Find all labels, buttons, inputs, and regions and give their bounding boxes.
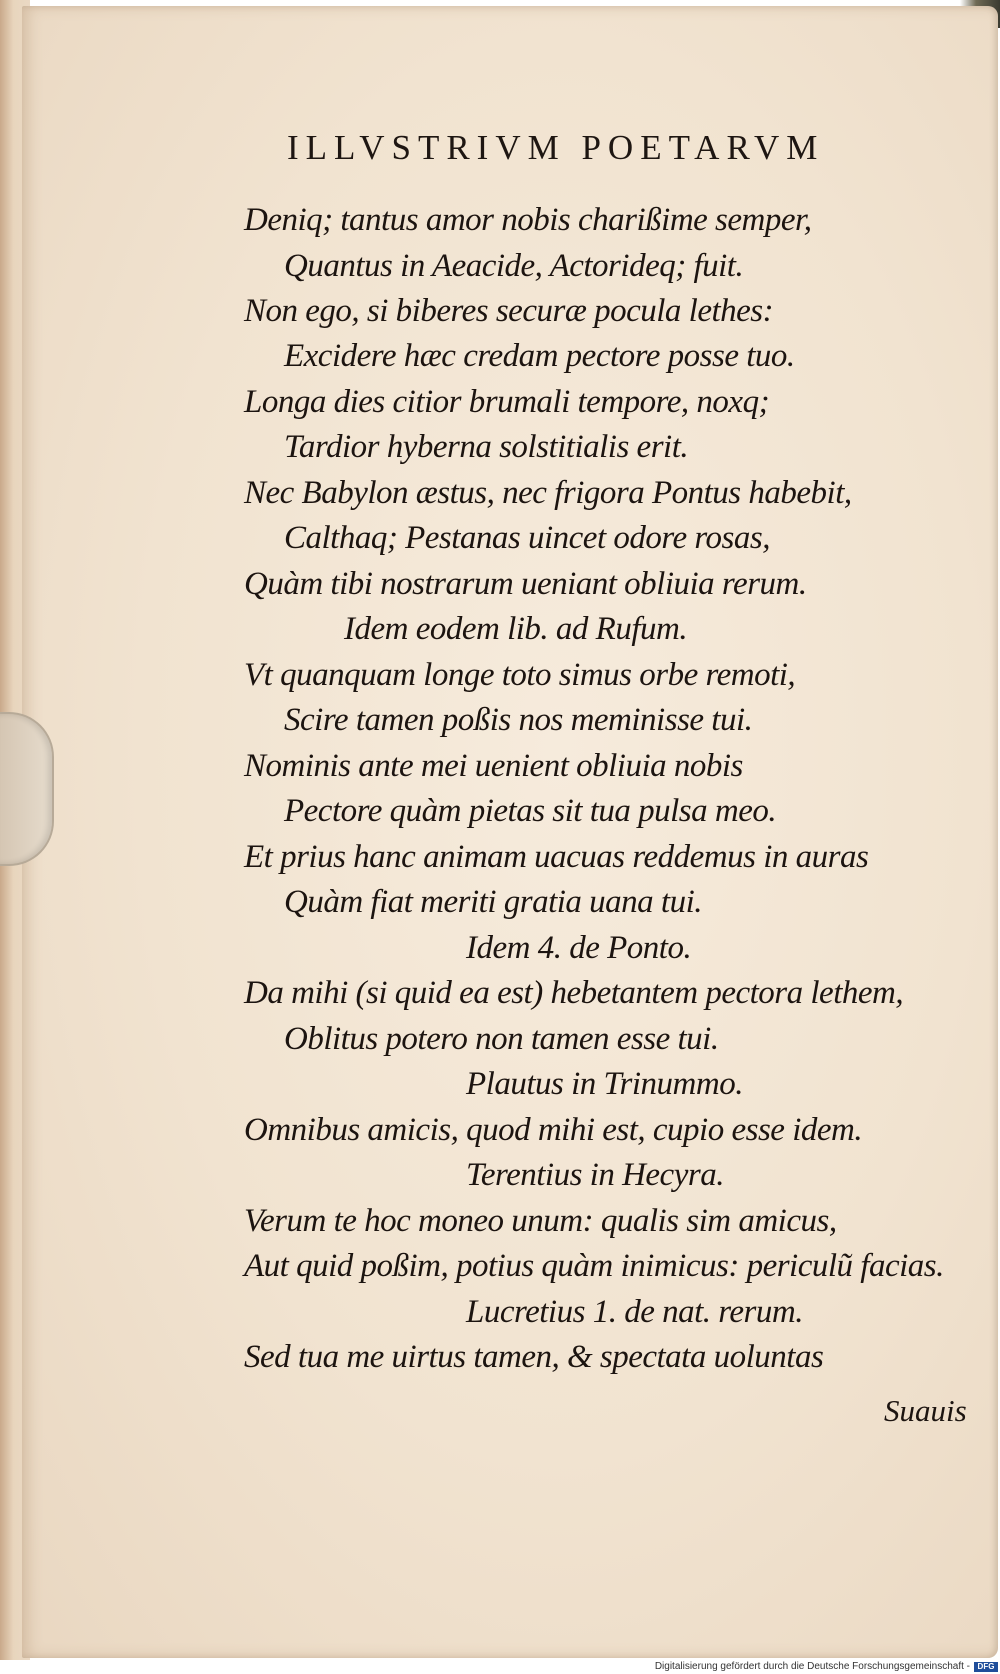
source-heading: Terentius in Hecyra. bbox=[466, 1157, 724, 1193]
running-header: ILLVSTRIVM POETARVM bbox=[287, 128, 825, 167]
funding-credit: Digitalisierung gefördert durch die Deutsche Forschungsgemeinschaft - bbox=[654, 1661, 970, 1672]
verse-line: Nominis ante mei uenient obliuia nobis bbox=[244, 748, 743, 784]
page-clip bbox=[0, 712, 54, 866]
source-heading: Lucretius 1. de nat. rerum. bbox=[466, 1294, 803, 1330]
verse-line: Vt quanquam longe toto simus orbe remoti, bbox=[244, 657, 796, 693]
page-text-block bbox=[22, 6, 998, 1658]
verse-line: Scire tamen poßis nos meminisse tui. bbox=[284, 702, 753, 738]
book-page bbox=[22, 6, 998, 1658]
verse-line: Quàm tibi nostrarum ueniant obliuia rerum. bbox=[244, 566, 807, 602]
verse-line: Sed tua me uirtus tamen, & spectata uoluntas bbox=[244, 1339, 824, 1375]
verse-line: Nec Babylon æstus, nec frigora Pontus habebit, bbox=[244, 475, 852, 511]
verse-line: Da mihi (si quid ea est) hebetantem pectora lethem, bbox=[244, 975, 904, 1011]
verse-line: Deniq; tantus amor nobis charißime semper, bbox=[244, 202, 812, 238]
source-heading: Idem eodem lib. ad Rufum. bbox=[344, 611, 688, 647]
verse-line: Oblitus potero non tamen esse tui. bbox=[284, 1021, 719, 1057]
verse-line: Aut quid poßim, potius quàm inimicus: periculũ facias. bbox=[244, 1248, 944, 1284]
verse-line: Longa dies citior brumali tempore, noxq; bbox=[244, 384, 770, 420]
verse-line: Calthaq; Pestanas uincet odore rosas, bbox=[284, 520, 770, 556]
verse-line: Quàm fiat meriti gratia uana tui. bbox=[284, 884, 703, 920]
catchword: Suauis bbox=[884, 1393, 967, 1428]
verse-line: Et prius hanc animam uacuas reddemus in auras bbox=[244, 839, 869, 875]
source-heading: Idem 4. de Ponto. bbox=[466, 930, 692, 966]
verse-line: Tardior hyberna solstitialis erit. bbox=[284, 429, 689, 465]
verse-line: Omnibus amicis, quod mihi est, cupio esse idem. bbox=[244, 1112, 863, 1148]
verse-line: Excidere hæc credam pectore posse tuo. bbox=[284, 338, 795, 374]
footer-bar bbox=[0, 1660, 1000, 1674]
source-heading: Plautus in Trinummo. bbox=[466, 1066, 743, 1102]
verse-line: Verum te hoc moneo unum: qualis sim amicus, bbox=[244, 1203, 837, 1239]
verse-line: Pectore quàm pietas sit tua pulsa meo. bbox=[284, 793, 777, 829]
verse-line: Quantus in Aeacide, Actorideq; fuit. bbox=[284, 248, 744, 284]
verse-line: Non ego, si biberes securæ pocula lethes: bbox=[244, 293, 774, 329]
dfg-logo-icon: DFG bbox=[974, 1662, 998, 1672]
